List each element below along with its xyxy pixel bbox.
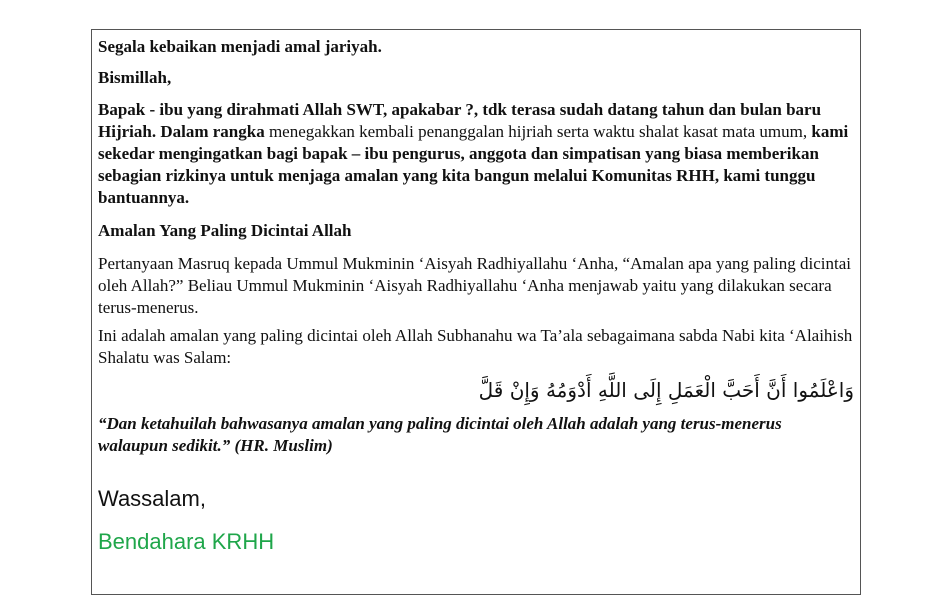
question-paragraph: Pertanyaan Masruq kepada Ummul Mukminin ‘Aisyah Radhiyallahu ‘Anha, “Amalan apa yang paling dicintai oleh Allah?” Beliau Ummul Mukminin ‘Aisyah Radhiyallahu ‘Anha menjawab yaitu yang dilakukan secara terus-menerus. [98,254,851,317]
letter-document [91,29,861,595]
intro-text-bold-2: kami sekedar mengingatkan bagi bapak – ibu pengurus, anggota dan simpatisan yang biasa memberikan sebagian rizkinya untuk menjaga amalan yang kita bangun melalui Komunitas RHH, kami tunggu bantuannya. [98,122,849,207]
intro-text-bold-1: Bapak - ibu yang dirahmati Allah SWT, apakabar ?, tdk terasa sudah datang tahun dan bulan baru Hijriah. Dalam rangka [98,100,822,141]
hadith-translation: “Dan ketahuilah bahwasanya amalan yang paling dicintai oleh Allah adalah yang terus-menerus walaupun sedikit.” (HR. Muslim) [98,414,782,455]
hadith-intro-paragraph: Ini adalah amalan yang paling dicintai oleh Allah Subhanahu wa Ta’ala sebagaimana sabda Nabi kita ‘Alaihish Shalatu was Salam: [98,326,853,367]
letter-salutation: Bismillah, [98,68,172,87]
closing-wassalam: Wassalam, [98,486,206,511]
letter-intro-paragraph [98,99,854,209]
section-title: Amalan Yang Paling Dicintai Allah [98,221,352,240]
signer-name: Bendahara KRHH [98,529,275,554]
intro-text-regular: menegakkan kembali penanggalan hijriah serta waktu shalat kasat mata umum, [264,122,812,141]
arabic-hadith-text: وَاعْلَمُوا أَنَّ أَحَبَّ الْعَمَلِ إِلَى اللَّهِ أَدْوَمُهُ وَإِنْ قَلَّ [478,378,854,402]
letter-heading: Segala kebaikan menjadi amal jariyah. [98,37,382,56]
